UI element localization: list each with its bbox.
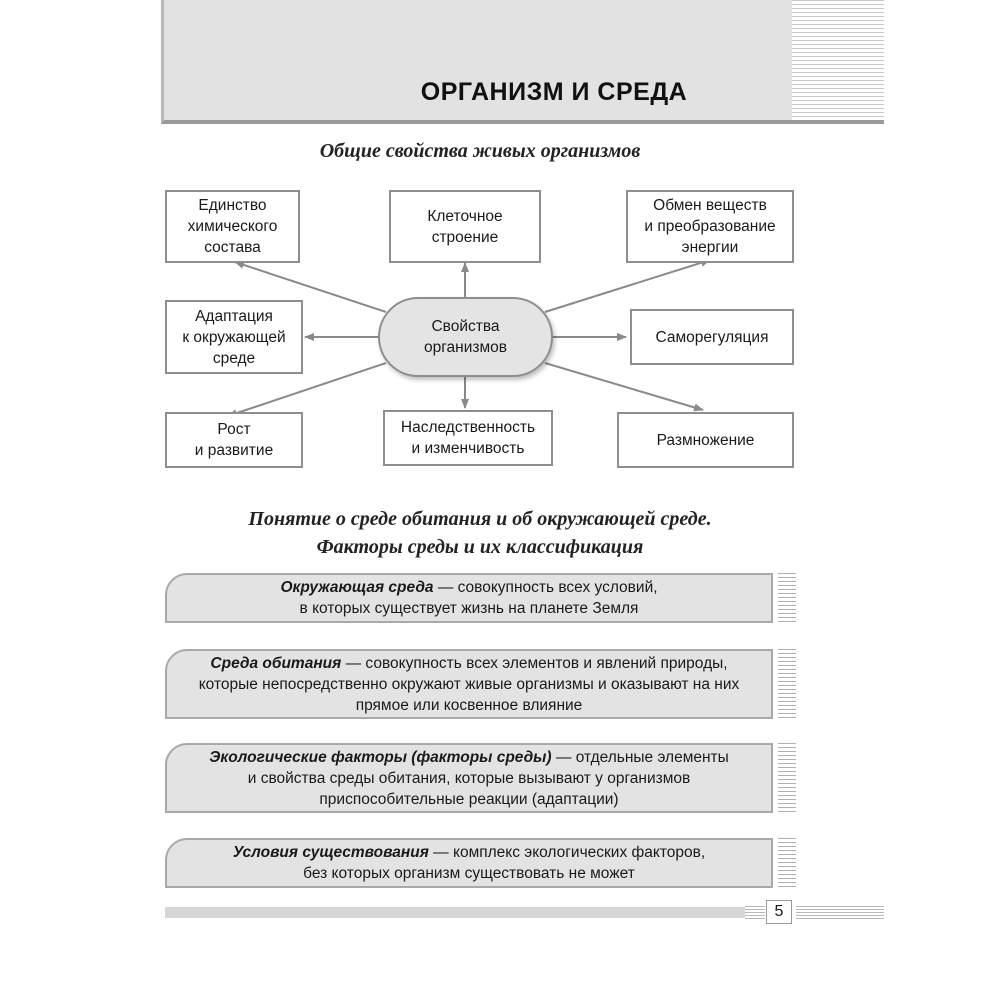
node-reproduction: Размножение	[617, 412, 794, 468]
definition-ecological-factors	[165, 743, 773, 813]
definition-text-rest: которые непосредственно окружают живые организмы и оказывают на них прямое или косвенное влияние	[198, 676, 740, 714]
definition-term: Условия существования	[232, 844, 429, 861]
definition-habitat	[165, 649, 773, 719]
node-center-properties: Свойства организмов	[378, 297, 553, 377]
footer-stripes-left	[745, 906, 765, 919]
definition-stripes	[778, 573, 796, 623]
definition-text-rest: и свойства среды обитания, которые вызывают у организмов приспособительные реакции (адаптации)	[247, 770, 691, 808]
node-adaptation: Адаптация к окружающей среде	[165, 300, 303, 374]
arrow-to-reproduction	[545, 363, 703, 410]
heading-line-2: Факторы среды и их классификация	[316, 536, 644, 558]
page-title: ОРГАНИЗМ И СРЕДА	[420, 78, 688, 106]
definition-stripes	[778, 649, 796, 719]
definition-text: — совокупность всех условий,	[433, 579, 658, 596]
definition-text-rest: в которых существует жизнь на планете Земля	[299, 600, 639, 617]
node-heredity: Наследственность и изменчивость	[383, 410, 553, 466]
footer-stripes-right	[796, 906, 884, 919]
footer-bar	[165, 907, 745, 918]
arrow-to-metabolism	[545, 260, 710, 312]
node-self-regulation: Саморегуляция	[630, 309, 794, 365]
node-metabolism: Обмен веществ и преобразование энергии	[626, 190, 794, 263]
definition-environment	[165, 573, 773, 623]
node-chemical-unity: Единство химического состава	[165, 190, 300, 263]
section-heading-properties: Общие свойства живых организмов	[319, 140, 641, 162]
definition-text-rest: без которых организм существовать не может	[303, 865, 635, 882]
section-heading-environment	[160, 505, 800, 561]
definition-text: — совокупность всех элементов и явлений природы,	[341, 655, 728, 672]
node-cell-structure: Клеточное строение	[389, 190, 541, 263]
heading-line-1: Понятие о среде обитания и об окружающей среде.	[248, 508, 712, 530]
definition-term: Экологические факторы (факторы среды)	[209, 749, 552, 766]
node-growth: Рост и развитие	[165, 412, 303, 468]
definition-text: — отдельные элементы	[551, 749, 729, 766]
definition-stripes	[778, 838, 796, 888]
definition-stripes	[778, 743, 796, 813]
definition-text: — комплекс экологических факторов,	[428, 844, 706, 861]
page-number: 5	[766, 900, 792, 924]
definition-term: Среда обитания	[210, 655, 342, 672]
definition-term: Окружающая среда	[280, 579, 434, 596]
definition-conditions	[165, 838, 773, 888]
